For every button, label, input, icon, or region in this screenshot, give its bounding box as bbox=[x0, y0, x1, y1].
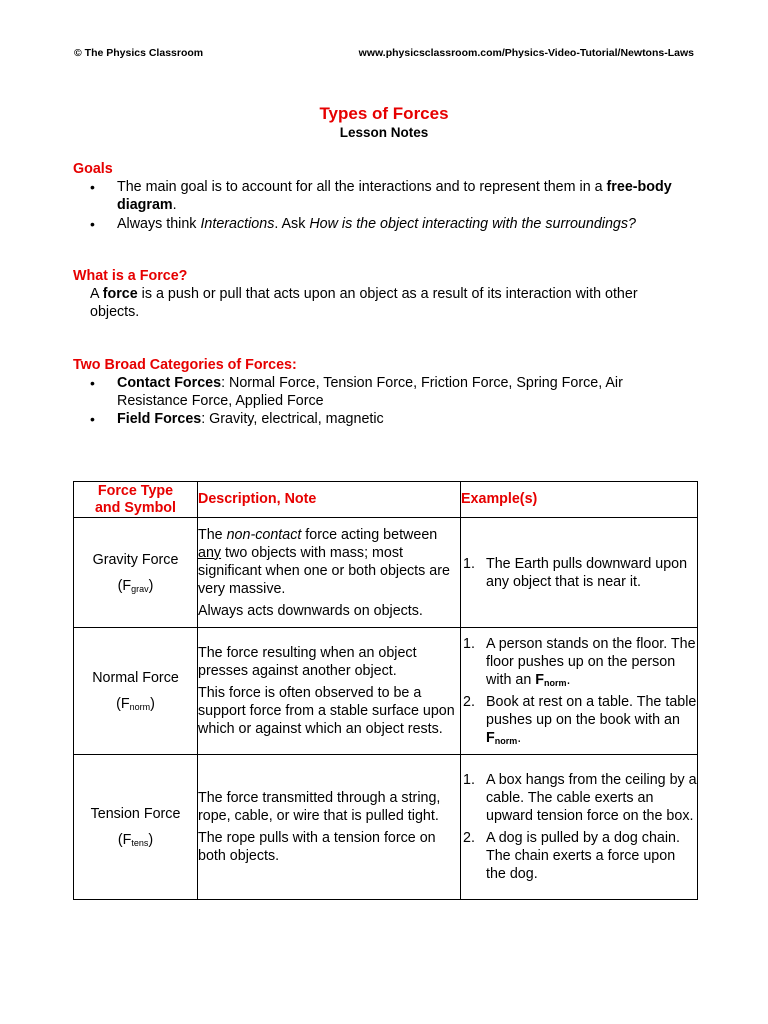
examples-cell bbox=[461, 518, 698, 628]
categories-heading: Two Broad Categories of Forces: bbox=[73, 357, 297, 373]
goals-item2-italic: Interactions bbox=[200, 216, 275, 232]
description-text: The non-contact force acting between any two objects with mass; most significant when one or both objects are very massive. bbox=[198, 526, 450, 597]
what-is-force-heading: What is a Force? bbox=[73, 268, 188, 284]
description-text: The force transmitted through a string, rope, cable, or wire that is pulled tight. bbox=[198, 790, 441, 824]
force-types-table bbox=[73, 481, 698, 900]
page-title: Types of Forces bbox=[319, 104, 449, 123]
list-item: 1. The Earth pulls downward upon any object that is near it. bbox=[463, 555, 688, 590]
contact-forces-text: : Normal Force, Tension Force, Friction Force, Spring Force, Air Resistance Force, Applied Force bbox=[117, 375, 623, 409]
bullet-icon: • bbox=[90, 216, 95, 232]
force-name: Tension Force bbox=[90, 806, 181, 822]
goals-item1-bold: free-body diagram bbox=[117, 179, 672, 213]
goals-item2-question: How is the object interacting with the surroundings? bbox=[309, 216, 636, 232]
definition-text: is a push or pull that acts upon an object as a result of its interaction with other objects. bbox=[90, 286, 638, 320]
categories-list bbox=[73, 374, 683, 428]
page-subtitle: Lesson Notes bbox=[339, 125, 429, 140]
goals-list bbox=[73, 178, 673, 234]
bullet-icon: • bbox=[90, 411, 95, 427]
description-text: The force resulting when an object presses against another object. bbox=[198, 645, 417, 679]
goals-item bbox=[73, 215, 673, 233]
header-type-line2: and Symbol bbox=[94, 499, 177, 516]
contact-forces-label: Contact Forces bbox=[117, 375, 222, 391]
examples-cell bbox=[461, 628, 698, 755]
force-symbol: $(F_{tens})$ bbox=[117, 832, 154, 848]
goals-heading: Goals bbox=[73, 161, 113, 177]
list-item bbox=[73, 410, 683, 428]
examples-list bbox=[461, 771, 697, 883]
goals-item bbox=[73, 178, 673, 214]
list-item: 1. A box hangs from the ceiling by a cable. The cable exerts an upward tension force on the box. bbox=[463, 772, 697, 824]
force-name: Gravity Force bbox=[92, 551, 179, 568]
force-symbol: $(F_{grav})$ bbox=[117, 577, 154, 594]
bullet-icon: • bbox=[90, 179, 95, 195]
list-item: 2. Book at rest on a table. The table pushes up on the book with an $F_{norm}$. bbox=[463, 694, 697, 746]
bullet-icon: • bbox=[90, 375, 95, 391]
force-type-cell bbox=[74, 628, 198, 755]
header-type-line1: Force Type bbox=[97, 482, 174, 499]
definition-start: A bbox=[90, 286, 103, 302]
examples-list bbox=[461, 635, 697, 747]
force-type-cell bbox=[74, 755, 198, 900]
list-item: 2. A dog is pulled by a dog chain. The chain exerts a force upon the dog. bbox=[463, 830, 680, 882]
field-forces-label: Field Forces bbox=[117, 411, 202, 427]
table-row bbox=[74, 628, 698, 755]
description-cell bbox=[198, 628, 461, 755]
table-row bbox=[74, 518, 698, 628]
description-note: The rope pulls with a tension force on both objects. bbox=[198, 830, 436, 864]
description-cell bbox=[198, 755, 461, 900]
table-header-row bbox=[74, 482, 698, 518]
field-forces-text: : Gravity, electrical, magnetic bbox=[201, 411, 384, 427]
goals-item2-text: Always think bbox=[117, 216, 201, 232]
force-type-cell bbox=[74, 518, 198, 628]
header-force-type bbox=[74, 482, 198, 518]
goals-item1-end: . bbox=[172, 197, 177, 213]
examples-cell bbox=[461, 755, 698, 900]
examples-list bbox=[461, 555, 697, 591]
force-name: Normal Force bbox=[92, 670, 179, 686]
description-note: Always acts downwards on objects. bbox=[198, 602, 423, 619]
list-item bbox=[73, 374, 683, 410]
definition-term: force bbox=[102, 286, 138, 302]
copyright-header: © The Physics Classroom bbox=[74, 47, 204, 59]
goals-item1-text: The main goal is to account for all the interactions and to represent them in a bbox=[117, 179, 607, 195]
list-item: 1. A person stands on the floor. The floor pushes up on the person with an $F_{norm}$. bbox=[463, 636, 696, 688]
header-description: Description, Note bbox=[198, 482, 461, 518]
goals-item2-mid: . Ask bbox=[274, 216, 310, 232]
description-cell bbox=[198, 518, 461, 628]
force-symbol: $(F_{norm})$ bbox=[116, 696, 155, 712]
table-row bbox=[74, 755, 698, 900]
force-definition bbox=[90, 285, 690, 321]
header-examples: Example(s) bbox=[461, 482, 698, 518]
url-header: www.physicsclassroom.com/Physics-Video-Tutorial/Newtons-Laws bbox=[358, 47, 694, 59]
description-note: This force is often observed to be a support force from a stable surface upon which or against which an object rests. bbox=[198, 685, 455, 737]
